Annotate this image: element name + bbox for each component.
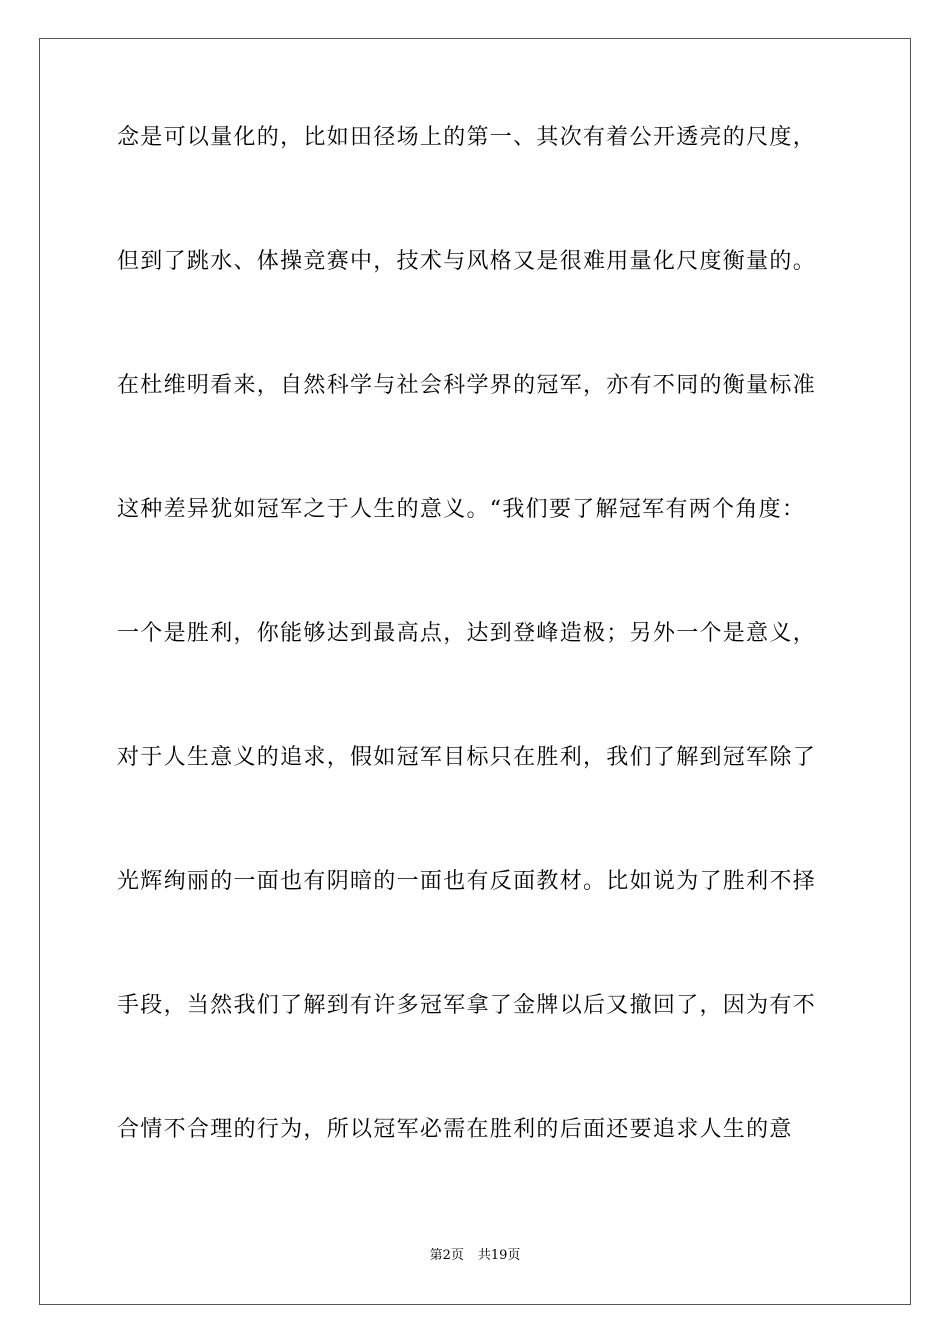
text-line: 手段，当然我们了解到有许多冠军拿了金牌以后又撤回了，因为有不	[117, 993, 817, 1018]
text-line: 光辉绚丽的一面也有阴暗的一面也有反面教材。比如说为了胜利不择	[117, 869, 817, 894]
page-number: 第2页	[429, 1248, 464, 1263]
total-pages: 共19页	[477, 1248, 521, 1263]
text-line: 一个是胜利，你能够达到最高点，达到登峰造极；另外一个是意义，	[117, 621, 817, 646]
text-line: 合情不合理的行为，所以冠军必需在胜利的后面还要追求人生的意	[117, 1117, 793, 1142]
text-line: 对于人生意义的追求，假如冠军目标只在胜利，我们了解到冠军除了	[117, 745, 817, 770]
text-line: 念是可以量化的，比如田径场上的第一、其次有着公开透亮的尺度，	[117, 125, 817, 150]
text-line: 这种差异犹如冠军之于人生的意义。“我们要了解冠军有两个角度：	[117, 497, 806, 522]
text-line: 但到了跳水、体操竞赛中，技术与风格又是很难用量化尺度衡量的。	[117, 249, 817, 274]
document-body	[117, 126, 837, 1242]
page-footer	[0, 1248, 950, 1264]
text-line: 在杜维明看来，自然科学与社会科学界的冠军，亦有不同的衡量标准	[117, 373, 817, 398]
